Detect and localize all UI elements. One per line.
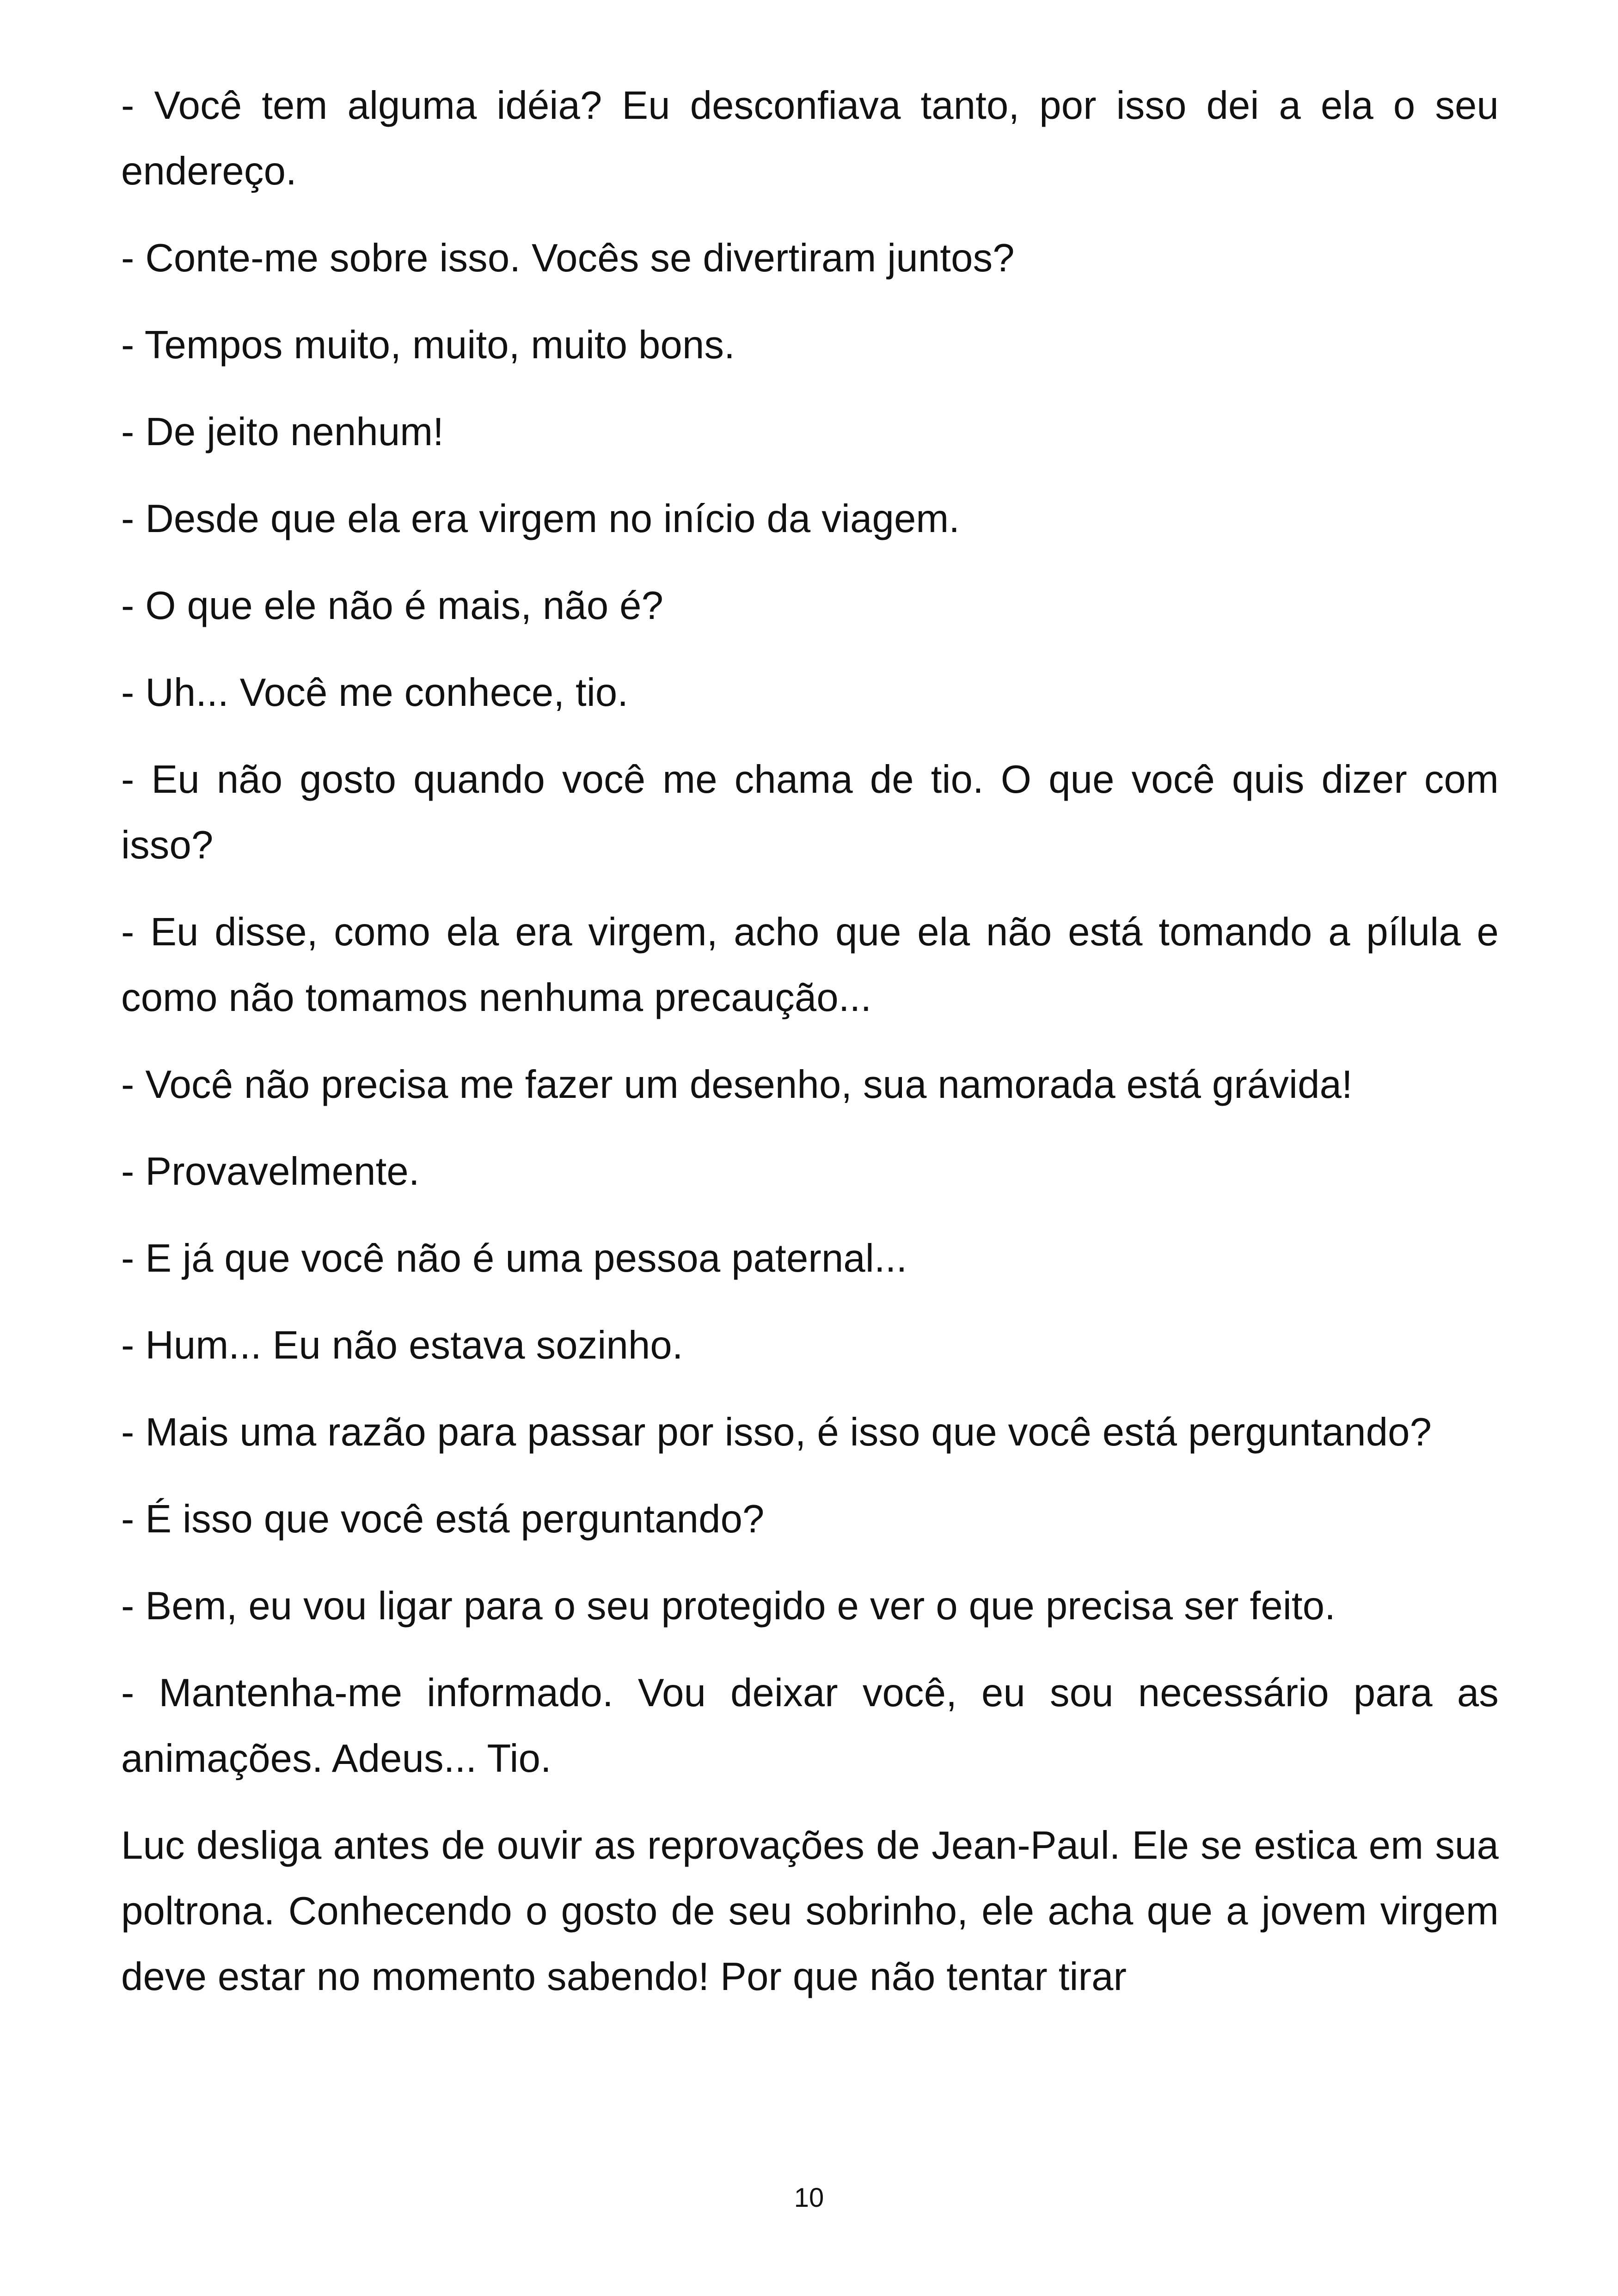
paragraph: - Desde que ela era virgem no início da viagem.	[121, 497, 960, 541]
paragraph: - É isso que você está perguntando?	[121, 1497, 765, 1541]
paragraph: - Tempos muito, muito, muito bons.	[121, 323, 735, 367]
paragraph: - Mantenha-me informado. Vou deixar você, eu sou necessário para as animações. Adeus... Tio.	[121, 1671, 1499, 1781]
paragraph: - Conte-me sobre isso. Vocês se divertiram juntos?	[121, 236, 1015, 280]
body-text	[121, 73, 1499, 2031]
paragraph: - Provavelmente.	[121, 1150, 420, 1194]
paragraph: - Uh... Você me conhece, tio.	[121, 671, 629, 715]
page-number: 10	[794, 2183, 824, 2213]
paragraph: Luc desliga antes de ouvir as reprovações de Jean-Paul. Ele se estica em sua poltrona. Conhecendo o gosto de seu sobrinho, ele acha que a jovem virgem deve estar no momento sabendo! Por que não tentar tirar	[121, 1824, 1499, 1999]
paragraph: - Você tem alguma idéia? Eu desconfiava tanto, por isso dei a ela o seu endereço.	[121, 84, 1499, 193]
paragraph: - E já que você não é uma pessoa paternal...	[121, 1237, 907, 1280]
paragraph: - O que ele não é mais, não é?	[121, 584, 664, 628]
paragraph: - Eu não gosto quando você me chama de tio. O que você quis dizer com isso?	[121, 758, 1499, 867]
paragraph: - Você não precisa me fazer um desenho, sua namorada está grávida!	[121, 1063, 1353, 1107]
paragraph: - Eu disse, como ela era virgem, acho que ela não está tomando a pílula e como não tomamos nenhuma precaução...	[121, 910, 1499, 1020]
paragraph: - Bem, eu vou ligar para o seu protegido e ver o que precisa ser feito.	[121, 1584, 1336, 1628]
paragraph: - Mais uma razão para passar por isso, é isso que você está perguntando?	[121, 1410, 1432, 1454]
paragraph: - Hum... Eu não estava sozinho.	[121, 1323, 683, 1367]
paragraph: - De jeito nenhum!	[121, 410, 444, 454]
